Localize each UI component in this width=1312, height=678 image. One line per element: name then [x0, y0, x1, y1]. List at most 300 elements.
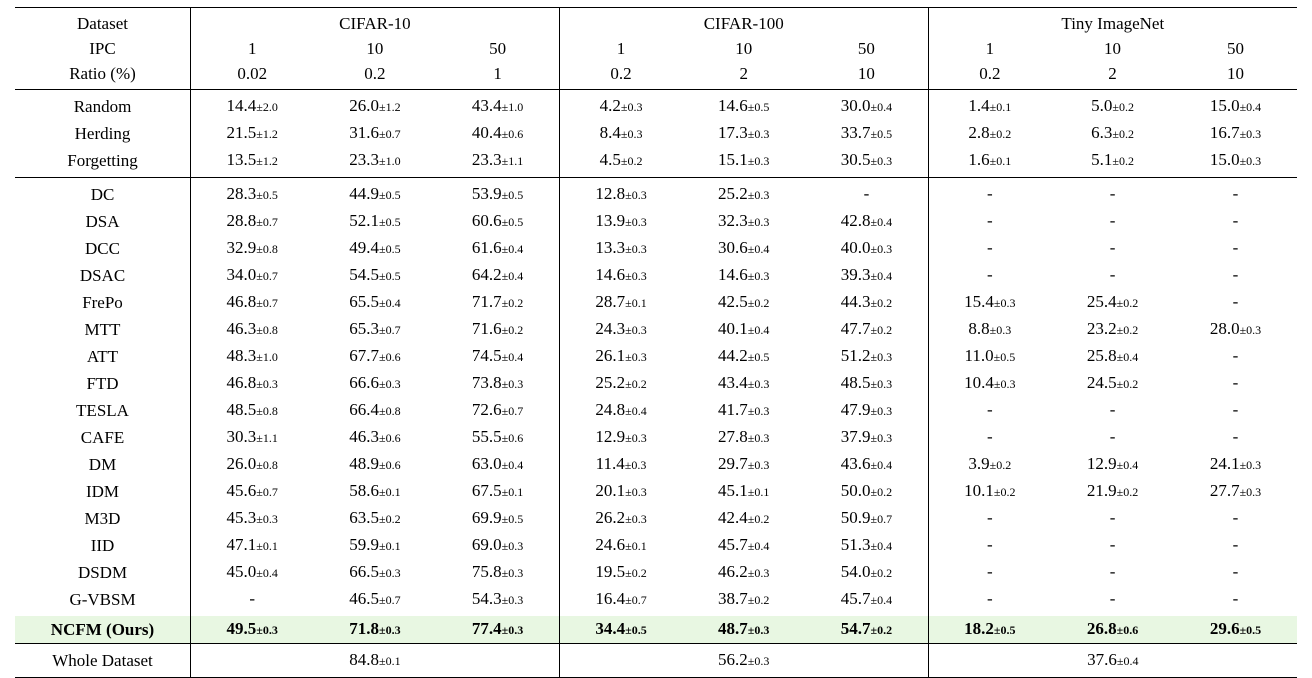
result-cell [559, 316, 682, 343]
result-cell [1174, 289, 1297, 316]
result-std: ±0.7 [256, 215, 278, 229]
result-std: ±0.2 [870, 566, 893, 580]
result-value: 24.1 [1209, 454, 1240, 473]
result-value: 23.3 [349, 150, 379, 169]
result-cell [436, 451, 559, 478]
result-cell [313, 370, 436, 397]
ratio-value: 0.2 [928, 61, 1051, 90]
result-std: ±0.8 [256, 242, 278, 256]
result-std: ±0.3 [378, 566, 401, 580]
result-cell [191, 289, 314, 316]
result-cell [682, 397, 805, 424]
result-std: ±0.3 [501, 593, 524, 607]
ratio-value: 0.2 [364, 64, 386, 83]
result-value: 66.5 [349, 562, 379, 581]
result-std: ±0.3 [378, 623, 401, 637]
result-value: 34.4 [595, 619, 626, 638]
result-cell [928, 644, 1297, 678]
result-cell [313, 532, 436, 559]
result-value: 8.4 [599, 123, 621, 142]
result-value: 30.6 [718, 238, 748, 257]
method-name: IID [90, 536, 115, 555]
result-cell [1051, 586, 1174, 616]
result-value: 24.6 [595, 535, 626, 554]
result-value: 26.0 [349, 96, 379, 115]
result-std: ±0.4 [625, 404, 647, 418]
result-cell [805, 505, 928, 532]
result-value: 63.5 [349, 508, 379, 527]
result-std: ±0.2 [1116, 323, 1139, 337]
result-cell [805, 316, 928, 343]
result-value: 50.0 [840, 481, 871, 500]
result-value: 42.5 [718, 292, 748, 311]
result-std: ±0.7 [256, 269, 278, 283]
result-value: 29.6 [1209, 619, 1240, 638]
ipc-value: 50 [489, 39, 507, 58]
result-value: 48.7 [718, 619, 748, 638]
result-cell [313, 586, 436, 616]
whole-dataset-row [15, 644, 1297, 678]
result-value: 48.3 [226, 346, 257, 365]
result-std: ±0.3 [256, 377, 278, 391]
result-cell [436, 208, 559, 235]
result-cell [191, 178, 314, 209]
result-cell [559, 478, 682, 505]
result-value: 56.2 [718, 650, 748, 669]
result-cell [313, 316, 436, 343]
result-value: 49.5 [226, 619, 257, 638]
result-cell [1174, 90, 1297, 121]
result-std: ±0.3 [620, 100, 643, 114]
result-cell [436, 532, 559, 559]
result-cell [928, 586, 1051, 616]
result-value: - [1232, 562, 1239, 581]
ipc-label: IPC [89, 39, 116, 58]
method-name: FrePo [82, 293, 123, 312]
result-std: ±0.2 [747, 512, 770, 526]
result-cell [436, 120, 559, 147]
result-cell [805, 616, 928, 644]
result-value: 45.3 [226, 508, 257, 527]
result-cell [928, 289, 1051, 316]
result-value: 51.3 [840, 535, 871, 554]
result-cell [313, 397, 436, 424]
result-std: ±0.6 [378, 431, 401, 445]
group-name-cifar100: CIFAR-100 [559, 8, 928, 37]
result-cell [805, 424, 928, 451]
result-std: ±0.2 [1116, 296, 1139, 310]
result-std: ±0.3 [993, 296, 1016, 310]
result-std: ±0.7 [870, 512, 893, 526]
result-value: - [1232, 373, 1239, 392]
result-value: 60.6 [471, 211, 502, 230]
result-cell [313, 343, 436, 370]
results-table-body [15, 8, 1297, 678]
result-cell [805, 397, 928, 424]
result-value: - [1109, 562, 1116, 581]
result-cell [436, 343, 559, 370]
result-value: - [249, 589, 256, 608]
result-cell [436, 424, 559, 451]
result-cell [805, 120, 928, 147]
result-value: 55.5 [471, 427, 502, 446]
result-std: ±0.6 [378, 458, 401, 472]
result-cell [805, 586, 928, 616]
result-std: ±1.1 [256, 431, 278, 445]
result-value: 2.8 [968, 123, 990, 142]
result-std: ±0.2 [625, 566, 647, 580]
result-cell [559, 586, 682, 616]
result-value: 72.6 [471, 400, 502, 419]
result-value: 45.6 [226, 481, 257, 500]
result-value: 4.5 [599, 150, 621, 169]
result-cell [928, 90, 1051, 121]
result-value: 67.7 [349, 346, 379, 365]
ipc-value: 50 [857, 39, 875, 58]
result-cell [1051, 235, 1174, 262]
result-value: - [987, 184, 993, 203]
result-std: ±0.1 [378, 654, 401, 668]
result-value: 13.3 [595, 238, 626, 257]
result-cell [805, 178, 928, 209]
result-cell [928, 262, 1051, 289]
result-std: ±0.5 [378, 215, 401, 229]
result-value: 64.2 [471, 265, 502, 284]
result-cell [682, 178, 805, 209]
result-value: 8.8 [968, 319, 990, 338]
result-cell [559, 90, 682, 121]
result-std: ±0.3 [747, 377, 770, 391]
result-value: 42.4 [718, 508, 748, 527]
table-row [15, 343, 1297, 370]
result-cell [1051, 120, 1174, 147]
table-row [15, 178, 1297, 209]
ratio-value: 10 [857, 64, 875, 83]
result-std: ±0.5 [256, 188, 278, 202]
result-value: 38.7 [718, 589, 748, 608]
result-std: ±0.4 [1116, 350, 1139, 364]
result-std: ±0.2 [1116, 377, 1139, 391]
result-std: ±0.3 [620, 127, 643, 141]
result-std: ±1.2 [256, 127, 278, 141]
result-cell [191, 616, 314, 644]
result-value: 11.0 [964, 346, 994, 365]
result-cell [1174, 178, 1297, 209]
result-std: ±0.4 [501, 458, 524, 472]
result-cell [805, 208, 928, 235]
result-cell [1174, 451, 1297, 478]
result-std: ±0.2 [378, 512, 401, 526]
result-std: ±0.4 [870, 458, 893, 472]
result-std: ±0.7 [378, 593, 401, 607]
result-std: ±0.2 [870, 485, 893, 499]
result-std: ±0.3 [1239, 485, 1262, 499]
result-value: 47.9 [840, 400, 871, 419]
result-std: ±0.3 [870, 404, 893, 418]
result-cell [559, 208, 682, 235]
result-cell [1174, 424, 1297, 451]
result-std: ±0.8 [256, 404, 278, 418]
result-cell [682, 586, 805, 616]
method-name: CAFE [80, 428, 125, 447]
result-std: ±0.5 [993, 350, 1016, 364]
result-cell [1051, 316, 1174, 343]
result-cell [805, 532, 928, 559]
result-value: - [1232, 184, 1239, 203]
result-std: ±0.1 [501, 485, 524, 499]
result-std: ±0.3 [747, 566, 770, 580]
result-value: 45.7 [840, 589, 871, 608]
table-row [15, 262, 1297, 289]
result-cell [559, 235, 682, 262]
result-value: 39.3 [840, 265, 871, 284]
method-name: M3D [84, 509, 121, 528]
result-std: ±0.3 [625, 350, 647, 364]
result-cell [313, 505, 436, 532]
result-value: - [1109, 211, 1116, 230]
result-cell [313, 451, 436, 478]
result-cell [1174, 120, 1297, 147]
table-row [15, 235, 1297, 262]
result-value: 18.2 [964, 619, 994, 638]
ipc-value: 10 [1104, 39, 1122, 58]
result-cell [928, 559, 1051, 586]
result-value: 65.3 [349, 319, 379, 338]
result-std: ±0.1 [747, 485, 770, 499]
group-name-tiny-imagenet: Tiny ImageNet [928, 8, 1297, 37]
result-cell [1174, 505, 1297, 532]
result-cell [1051, 397, 1174, 424]
result-std: ±0.3 [1239, 127, 1262, 141]
result-std: ±0.3 [870, 154, 893, 168]
result-std: ±0.2 [1112, 154, 1134, 168]
result-value: 16.4 [595, 589, 626, 608]
result-value: 13.5 [226, 150, 257, 169]
result-cell [313, 262, 436, 289]
result-std: ±0.3 [870, 242, 893, 256]
method-name: TESLA [76, 401, 129, 420]
result-std: ±0.3 [501, 566, 524, 580]
result-value: - [1109, 589, 1116, 608]
result-value: - [987, 589, 993, 608]
result-value: 42.8 [840, 211, 871, 230]
result-std: ±0.3 [625, 485, 647, 499]
method-name: FTD [86, 374, 119, 393]
result-cell [191, 147, 314, 178]
result-value: 43.4 [718, 373, 748, 392]
result-value: - [987, 508, 993, 527]
result-value: 1.4 [968, 96, 990, 115]
result-cell [436, 147, 559, 178]
result-value: 30.0 [840, 96, 871, 115]
ipc-value: 1 [559, 36, 682, 61]
result-cell [559, 505, 682, 532]
result-cell [313, 559, 436, 586]
result-value: 46.8 [226, 373, 257, 392]
result-cell [1174, 586, 1297, 616]
method-name: Forgetting [67, 151, 138, 170]
result-value: - [1232, 265, 1239, 284]
result-cell [928, 616, 1051, 644]
result-cell [805, 559, 928, 586]
result-value: 52.1 [349, 211, 379, 230]
result-std: ±0.1 [378, 485, 401, 499]
result-value: 5.0 [1091, 96, 1113, 115]
result-std: ±1.0 [501, 100, 524, 114]
result-value: 45.0 [226, 562, 257, 581]
result-cell [559, 397, 682, 424]
method-name: Herding [74, 124, 131, 143]
result-cell [928, 532, 1051, 559]
result-cell [559, 147, 682, 178]
result-std: ±0.2 [870, 296, 893, 310]
result-std: ±0.1 [625, 296, 647, 310]
result-value: 48.5 [226, 400, 257, 419]
result-value: 44.3 [840, 292, 871, 311]
result-value: 31.6 [349, 123, 379, 142]
result-value: - [1232, 535, 1239, 554]
result-value: 6.3 [1091, 123, 1113, 142]
result-value: 48.5 [840, 373, 871, 392]
result-value: 21.5 [226, 123, 257, 142]
ipc-value: 10 [735, 39, 753, 58]
result-cell [682, 120, 805, 147]
result-std: ±0.3 [625, 269, 647, 283]
result-cell [313, 120, 436, 147]
result-value: 25.2 [718, 184, 748, 203]
result-cell [313, 235, 436, 262]
result-std: ±0.3 [625, 512, 647, 526]
method-name: MTT [84, 320, 121, 339]
result-value: 66.6 [349, 373, 379, 392]
result-cell [436, 559, 559, 586]
result-std: ±0.3 [747, 431, 770, 445]
result-std: ±0.8 [256, 323, 278, 337]
result-std: ±0.1 [378, 539, 401, 553]
result-std: ±0.2 [620, 154, 643, 168]
result-value: 20.1 [595, 481, 626, 500]
result-std: ±0.7 [625, 593, 647, 607]
result-cell [928, 208, 1051, 235]
result-value: 23.3 [471, 150, 502, 169]
table-row [15, 120, 1297, 147]
method-name: DSA [85, 212, 120, 231]
result-cell [1051, 289, 1174, 316]
result-value: 40.0 [840, 238, 871, 257]
result-value: - [1109, 238, 1116, 257]
result-cell [928, 451, 1051, 478]
result-std: ±0.5 [501, 512, 524, 526]
result-std: ±1.1 [501, 154, 524, 168]
dataset-label: Dataset [15, 8, 191, 37]
result-value: 26.0 [226, 454, 257, 473]
result-value: 44.9 [349, 184, 379, 203]
result-value: 4.2 [599, 96, 621, 115]
result-cell [313, 424, 436, 451]
result-value: 66.4 [349, 400, 379, 419]
result-std: ±0.3 [870, 431, 893, 445]
result-cell [313, 147, 436, 178]
result-cell [559, 424, 682, 451]
result-value: 12.9 [1086, 454, 1117, 473]
result-cell [436, 505, 559, 532]
group-name-cifar10: CIFAR-10 [191, 8, 560, 37]
result-value: 25.2 [595, 373, 626, 392]
result-std: ±0.7 [501, 404, 524, 418]
result-cell [682, 316, 805, 343]
result-std: ±0.3 [378, 377, 401, 391]
result-std: ±0.4 [1116, 654, 1139, 668]
ratio-value: 10 [1227, 64, 1244, 83]
result-value: 15.0 [1209, 150, 1240, 169]
result-cell [191, 343, 314, 370]
result-cell [1174, 208, 1297, 235]
result-cell [682, 90, 805, 121]
result-cell [928, 316, 1051, 343]
result-value: 14.4 [226, 96, 257, 115]
result-cell [1051, 343, 1174, 370]
result-value: 54.5 [349, 265, 379, 284]
result-cell [805, 147, 928, 178]
result-value: 13.9 [595, 211, 626, 230]
result-cell [928, 478, 1051, 505]
result-value: 3.9 [968, 454, 990, 473]
result-cell [559, 178, 682, 209]
result-cell [928, 235, 1051, 262]
result-std: ±0.4 [747, 539, 770, 553]
result-cell [1174, 262, 1297, 289]
result-value: 15.1 [718, 150, 748, 169]
result-cell [436, 586, 559, 616]
result-cell [1051, 451, 1174, 478]
result-cell [559, 559, 682, 586]
result-std: ±0.3 [747, 654, 770, 668]
result-cell [1051, 424, 1174, 451]
result-value: 25.8 [1086, 346, 1117, 365]
result-std: ±0.3 [625, 431, 647, 445]
table-row [15, 559, 1297, 586]
result-std: ±1.0 [378, 154, 401, 168]
result-std: ±0.3 [870, 377, 893, 391]
result-cell [191, 235, 314, 262]
result-value: 48.9 [349, 454, 379, 473]
result-value: 61.6 [471, 238, 502, 257]
result-value: 63.0 [471, 454, 502, 473]
result-value: - [1232, 211, 1239, 230]
result-cell [436, 178, 559, 209]
result-value: 14.6 [718, 265, 748, 284]
result-value: 25.4 [1086, 292, 1117, 311]
result-std: ±0.4 [870, 593, 893, 607]
result-cell [805, 90, 928, 121]
result-value: - [1109, 427, 1116, 446]
result-value: 45.1 [718, 481, 748, 500]
result-std: ±0.6 [378, 350, 401, 364]
table-row [15, 208, 1297, 235]
result-cell [928, 343, 1051, 370]
result-std: ±0.3 [625, 323, 647, 337]
result-cell [1051, 478, 1174, 505]
result-value: 59.9 [349, 535, 379, 554]
result-value: 34.0 [226, 265, 257, 284]
result-cell [1051, 370, 1174, 397]
result-value: - [987, 562, 993, 581]
ratio-value: 0.02 [191, 61, 314, 90]
result-std: ±0.3 [256, 623, 278, 637]
result-cell [682, 370, 805, 397]
result-cell [682, 208, 805, 235]
result-value: 27.7 [1209, 481, 1240, 500]
